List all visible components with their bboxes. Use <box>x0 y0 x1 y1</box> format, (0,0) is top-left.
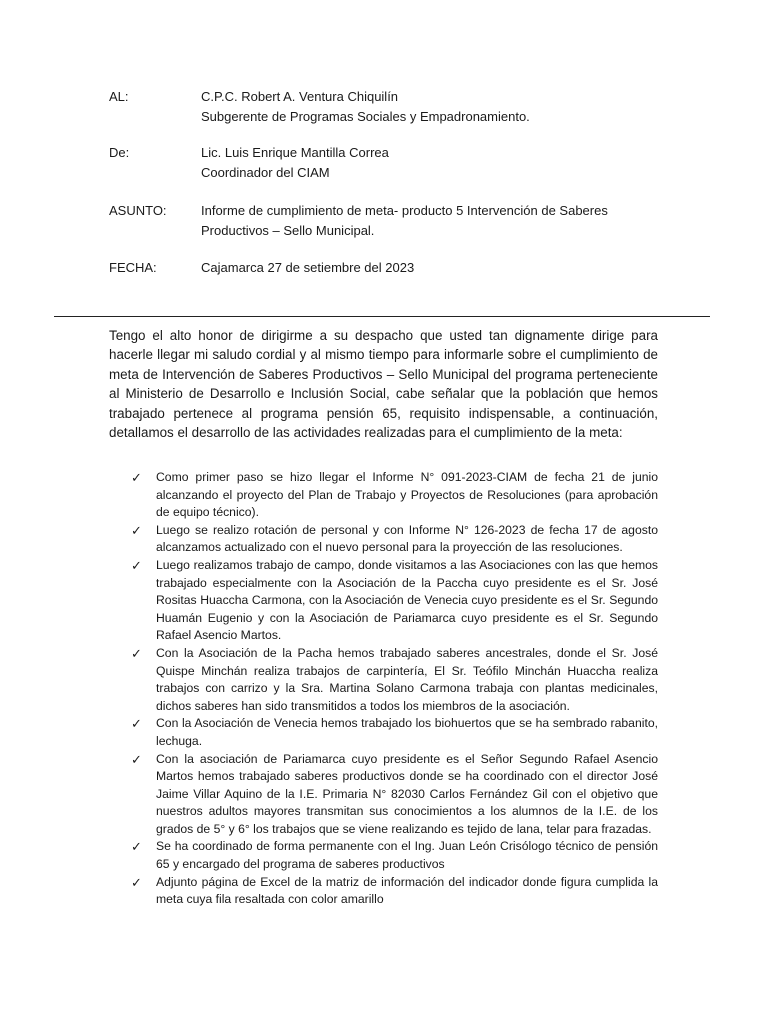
sender-position: Coordinador del CIAM <box>201 165 330 180</box>
date-label: FECHA: <box>109 260 157 275</box>
to-value <box>201 87 661 127</box>
subject-value <box>201 201 661 241</box>
subject-label: ASUNTO: <box>109 203 167 218</box>
subject-line-1: Informe de cumplimiento de meta- producto 5 Intervención de Saberes <box>201 203 608 218</box>
date-value <box>201 258 661 278</box>
check-icon: ✓ <box>131 716 142 732</box>
recipient-name: C.P.C. Robert A. Ventura Chiquilín <box>201 89 399 104</box>
check-icon: ✓ <box>131 751 142 767</box>
list-item-text: Como primer paso se hizo llegar el Informe N° 091-2023-CIAM de fecha 21 de junio alcanzando el proyecto del Plan de Trabajo y Proyectos de Resoluciones (para aprobación de equipo técnico). <box>156 470 658 520</box>
list-item-text: Con la asociación de Pariamarca cuyo presidente es el Señor Segundo Rafael Asencio Martos hemos trabajado saberes productivos donde se ha coordinado con el director José Jaime Villar Aquino de la I.E. Primaria N° 82030 Carlos Fernández Gil con el objetivo que nuestros adultos mayores transmitan sus conocimientos a los alumnos de la I.E. de los grados de 5° y 6° los trabajos que se viene realizando es tejido de lana, telar para frazadas. <box>156 751 658 836</box>
list-item-text: Se ha coordinado de forma permanente con el Ing. Juan León Crisólogo técnico de pensión 65 y encargado del programa de saberes productivos <box>156 839 658 872</box>
intro-paragraph: Tengo el alto honor de dirigirme a su despacho que usted tan dignamente dirige para hacerle llegar mi saludo cordial y al mismo tiempo para informarle sobre el cumplimiento de meta de Intervención de Saberes Productivos – Sello Municipal del programa perteneciente al Ministerio de Desarrollo e Inclusión Social, cabe señalar que la población que hemos trabajado pertenece al programa pensión 65, requisito indispensable, a continuación, detallamos el desarrollo de las actividades realizadas para el cumplimiento de la meta: <box>109 328 658 441</box>
list-item-text: Con la Asociación de Venecia hemos trabajado los biohuertos que se ha sembrado rabanito, lechuga. <box>156 716 658 748</box>
activities-list <box>109 469 658 909</box>
check-icon: ✓ <box>131 645 142 661</box>
list-item <box>109 645 658 715</box>
list-item <box>109 838 658 873</box>
date-text: Cajamarca 27 de setiembre del 2023 <box>201 260 415 275</box>
list-item <box>109 751 658 839</box>
header-divider <box>54 316 710 317</box>
check-icon: ✓ <box>131 470 142 485</box>
from-value <box>201 143 661 183</box>
list-item <box>109 874 658 909</box>
list-item-text: Luego realizamos trabajo de campo, donde visitamos a las Asociaciones con las que hemos trabajado especialmente con la Asociación de la Paccha cuyo presidente es el Sr. José Rositas Huaccha Carmona, con la Asociación de Venecia cuyo presidente es el Sr. Segundo Huamán Eugenio y con la Asociación de Pariamarca cuyo presidente es el Sr. Segundo Rafael Asencio Martos. <box>156 557 658 643</box>
list-item <box>109 557 658 645</box>
recipient-position: Subgerente de Programas Sociales y Empadronamiento. <box>201 109 530 124</box>
check-icon: ✓ <box>131 522 142 538</box>
check-icon: ✓ <box>131 874 142 890</box>
list-item-text: Luego se realizo rotación de personal y con Informe N° 126-2023 de fecha 17 de agosto alcanzamos actualizado con el nuevo personal para la proyección de las resoluciones. <box>156 522 658 555</box>
list-item <box>109 469 658 522</box>
list-item <box>109 715 658 750</box>
list-item <box>109 522 658 557</box>
check-icon: ✓ <box>131 557 142 573</box>
from-label: De: <box>109 145 130 160</box>
sender-name: Lic. Luis Enrique Mantilla Correa <box>201 145 389 160</box>
subject-line-2: Productivos – Sello Municipal. <box>201 223 375 238</box>
list-item-text: Adjunto página de Excel de la matriz de información del indicador donde figura cumplida la meta cuya fila resaltada con color amarillo <box>156 874 658 907</box>
to-label: AL: <box>109 89 129 104</box>
check-icon: ✓ <box>131 839 142 855</box>
list-item-text: Con la Asociación de la Pacha hemos trabajado saberes ancestrales, donde el Sr. José Quispe Minchán realiza trabajos de carpintería, El Sr. Teófilo Minchán Huaccha realiza trabajos con carrizo y la Sra. Martina Solano Carmona trabaja con plantas medicinales, dichos saberes han sido transmitidos a todos los miembros de la asociación. <box>156 645 658 713</box>
